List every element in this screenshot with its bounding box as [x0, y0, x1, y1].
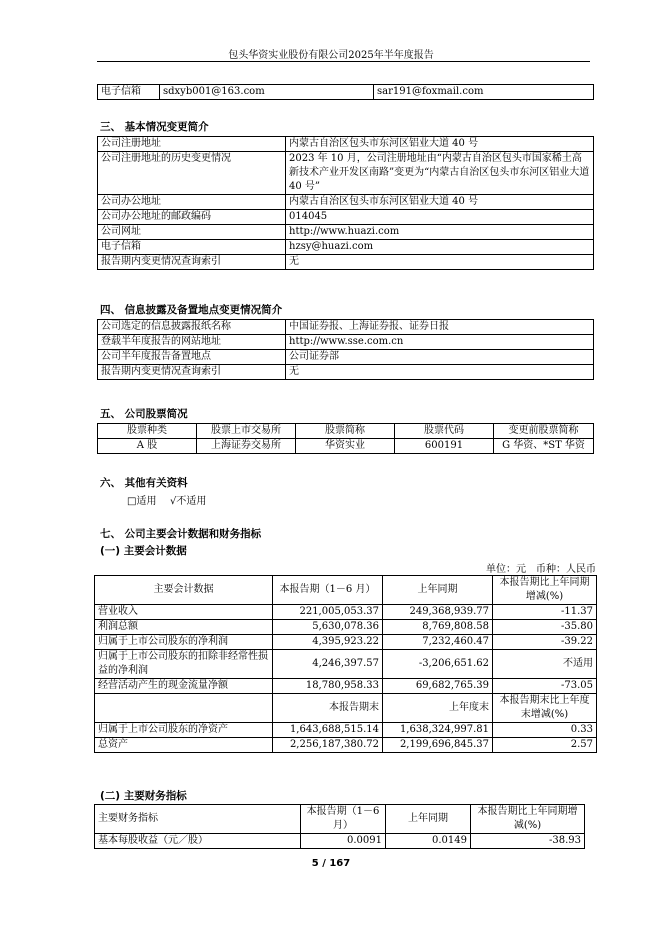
row-label: 营业收入 [95, 605, 273, 620]
row-label: 经营活动产生的现金流量净额 [95, 679, 273, 694]
header-divider [97, 61, 590, 62]
table-row [95, 635, 597, 650]
row-value: 内蒙古自治区包头市东河区铝业大道 40 号 [286, 137, 594, 152]
row-value: http://www.huazi.com [286, 225, 594, 240]
contact-table [97, 84, 594, 100]
table-cell: 0.0149 [386, 834, 471, 849]
table-cell: 2,256,187,380.72 [273, 738, 383, 753]
row-label: 归属于上市公司股东的净利润 [95, 635, 273, 650]
column-header: 上年同期 [383, 576, 493, 605]
basic-info-table [97, 136, 594, 270]
table-row [98, 320, 594, 335]
column-header: 本报告期比上年同期增减(%) [493, 576, 597, 605]
column-header: 主要会计数据 [95, 576, 273, 605]
subsection-title: (二) 主要财务指标 [100, 790, 187, 802]
row-value: 中国证券报、上海证券报、证券日报 [286, 320, 594, 335]
row-label: 归属于上市公司股东的扣除非经常性损益的净利润 [95, 650, 273, 679]
section-title: 四、 信息披露及备置地点变更情况简介 [100, 304, 283, 316]
table-header-row [95, 576, 597, 605]
table-row [98, 439, 594, 454]
page-number: 5 / 167 [311, 858, 351, 869]
row-label: 归属于上市公司股东的净资产 [95, 723, 273, 738]
table-cell: 2,199,696,845.37 [383, 738, 493, 753]
row-label: 总资产 [95, 738, 273, 753]
table-cell: 8,769,808.58 [383, 620, 493, 635]
financial-indicators-table [94, 804, 585, 849]
column-header: 上年度末 [383, 694, 493, 723]
row-key: 登载半年度报告的网站地址 [98, 335, 286, 350]
table-cell: 249,368,939.77 [383, 605, 493, 620]
row-key: 公司办公地址 [98, 195, 286, 210]
table-row [95, 834, 585, 849]
column-header: 股票简称 [296, 424, 395, 439]
column-header: 本报告期（1－6 月） [301, 805, 386, 834]
column-header: 主要财务指标 [95, 805, 301, 834]
table-row [98, 255, 594, 270]
table-row [98, 225, 594, 240]
table-cell: 上海证券交易所 [197, 439, 296, 454]
table-header-row [95, 805, 585, 834]
email-value-2: sar191@foxmail.com [374, 85, 594, 100]
table-cell: 5,630,078.36 [273, 620, 383, 635]
table-cell: 69,682,765.39 [383, 679, 493, 694]
table-header-row [95, 694, 597, 723]
row-value: 公司证券部 [286, 350, 594, 365]
table-row [98, 350, 594, 365]
row-key: 电子信箱 [98, 240, 286, 255]
table-cell: -38.93 [471, 834, 585, 849]
table-row [95, 620, 597, 635]
column-header: 股票种类 [98, 424, 197, 439]
row-key: 公司网址 [98, 225, 286, 240]
section-title: 七、 公司主要会计数据和财务指标 [100, 528, 262, 540]
section-title: 六、 其他有关资料 [100, 477, 188, 489]
email-label: 电子信箱 [98, 85, 160, 100]
section-title: 三、 基本情况变更简介 [100, 121, 209, 133]
email-value-1: sdxyb001@163.com [160, 85, 374, 100]
accounting-data-table [94, 575, 597, 753]
table-cell: 600191 [395, 439, 494, 454]
table-cell: 7,232,460.47 [383, 635, 493, 650]
column-header: 本报告期（1－6 月） [273, 576, 383, 605]
column-header: 变更前股票简称 [494, 424, 594, 439]
table-row [98, 210, 594, 225]
row-key: 公司注册地址 [98, 137, 286, 152]
table-row [95, 723, 597, 738]
table-cell: 18,780,958.33 [273, 679, 383, 694]
section-title: 五、 公司股票简况 [100, 408, 188, 420]
page-header: 包头华资实业股份有限公司2025年半年度报告 [228, 50, 434, 61]
row-value: http://www.sse.com.cn [286, 335, 594, 350]
table-row [95, 605, 597, 620]
table-row [98, 137, 594, 152]
row-key: 报告期内变更情况查询索引 [98, 255, 286, 270]
row-key: 公司选定的信息披露报纸名称 [98, 320, 286, 335]
column-header: 股票代码 [395, 424, 494, 439]
table-row [98, 365, 594, 380]
table-cell: 华资实业 [296, 439, 395, 454]
table-row [98, 335, 594, 350]
table-cell: -35.80 [493, 620, 597, 635]
option-not-applicable: √不适用 [170, 496, 207, 507]
table-cell: G 华资、*ST 华资 [494, 439, 594, 454]
row-key: 公司半年度报告备置地点 [98, 350, 286, 365]
table-row [98, 85, 594, 100]
table-cell: 1,638,324,997.81 [383, 723, 493, 738]
table-cell: A 股 [98, 439, 197, 454]
table-row [98, 152, 594, 195]
row-key: 公司办公地址的邮政编码 [98, 210, 286, 225]
table-cell: 0.33 [493, 723, 597, 738]
table-cell: 2.57 [493, 738, 597, 753]
column-header: 上年同期 [386, 805, 471, 834]
table-cell: -11.37 [493, 605, 597, 620]
unit-note: 单位：元 币种：人民币 [486, 564, 596, 575]
stock-table [97, 423, 594, 454]
table-cell: 4,246,397.57 [273, 650, 383, 679]
row-label: 基本每股收益（元／股） [95, 834, 301, 849]
column-header: 本报告期比上年同期增减(%) [471, 805, 585, 834]
option-applicable: □适用 [127, 496, 157, 507]
column-header: 股票上市交易所 [197, 424, 296, 439]
table-cell: -3,206,651.62 [383, 650, 493, 679]
column-header: 本报告期末比上年度末增减(%) [493, 694, 597, 723]
row-value: 2023 年 10 月，公司注册地址由“内蒙古自治区包头市国家稀土高新技术产业开发区南路”变更为“内蒙古自治区包头市东河区铝业大道 40 号” [286, 152, 594, 195]
row-value: 无 [286, 365, 594, 380]
row-key: 公司注册地址的历史变更情况 [98, 152, 286, 195]
table-cell: 4,395,923.22 [273, 635, 383, 650]
table-cell: -73.05 [493, 679, 597, 694]
table-cell: 1,643,688,515.14 [273, 723, 383, 738]
table-row [95, 738, 597, 753]
row-key: 报告期内变更情况查询索引 [98, 365, 286, 380]
row-value: 无 [286, 255, 594, 270]
column-header: 本报告期末 [273, 694, 383, 723]
table-row [98, 195, 594, 210]
table-header-row [98, 424, 594, 439]
subsection-title: (一) 主要会计数据 [100, 545, 187, 557]
row-value: hzsy@huazi.com [286, 240, 594, 255]
row-value: 内蒙古自治区包头市东河区铝业大道 40 号 [286, 195, 594, 210]
disclosure-table [97, 319, 594, 380]
empty-cell [95, 694, 273, 723]
table-cell: -39.22 [493, 635, 597, 650]
row-label: 利润总额 [95, 620, 273, 635]
table-cell: 不适用 [493, 650, 597, 679]
table-row [95, 650, 597, 679]
table-row [98, 240, 594, 255]
row-value: 014045 [286, 210, 594, 225]
table-cell: 0.0091 [301, 834, 386, 849]
table-cell: 221,005,053.37 [273, 605, 383, 620]
table-row [95, 679, 597, 694]
